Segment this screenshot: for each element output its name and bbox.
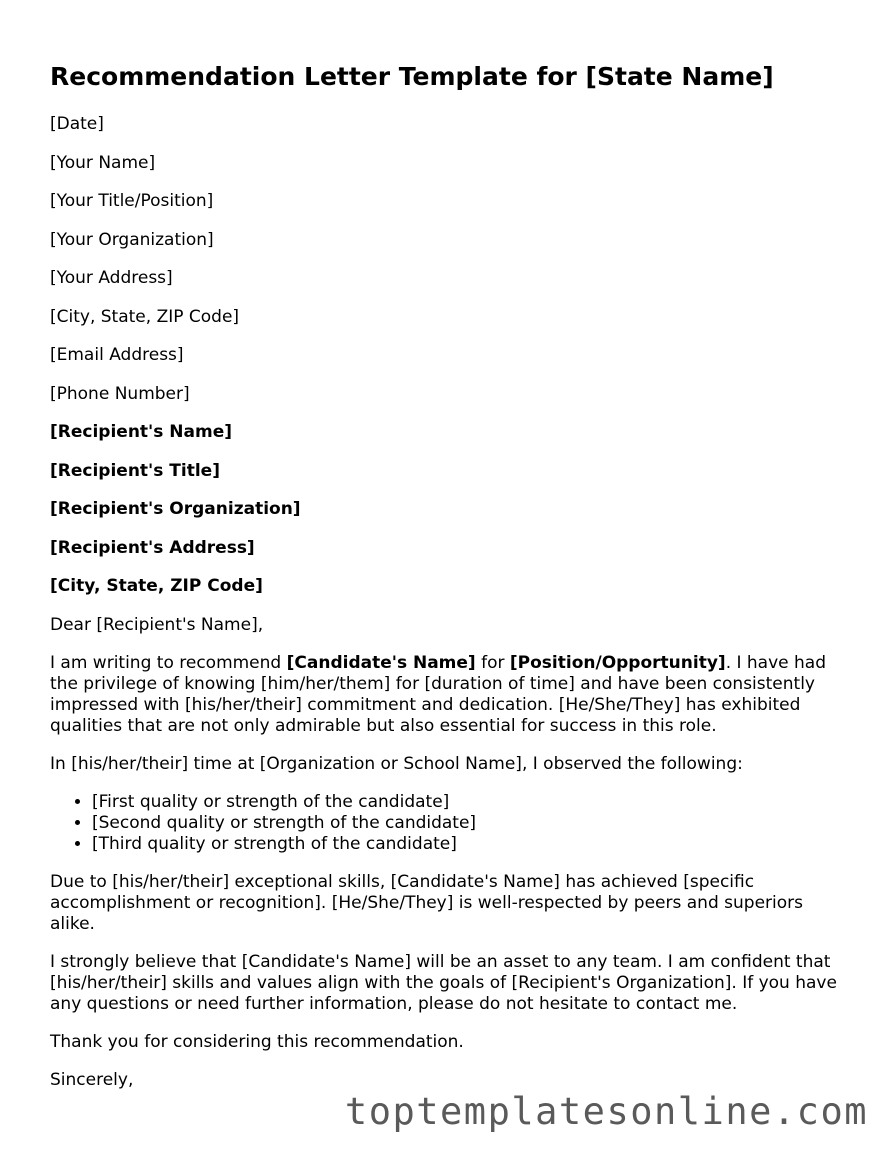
candidate-name-placeholder: [Candidate's Name]	[286, 653, 476, 673]
list-item: • [First quality or strength of the candidate]	[92, 792, 850, 813]
recipient-city-state-zip: [City, State, ZIP Code]	[50, 576, 263, 596]
recipient-title: [Recipient's Title]	[50, 460, 220, 481]
position-placeholder: [Position/Opportunity]	[509, 653, 726, 673]
observation-paragraph: In [his/her/their] time at [Organization or School Name], I observed the following:	[50, 754, 743, 774]
page-title: Recommendation Letter Template for [State Name]	[50, 62, 774, 91]
intro-text-3: . I have had the privilege of knowing [him/her/them] for [duration of time] and have been consistently impressed with [his/her/their] commitment and dedication. [He/She/They] has exhibited qualities that are not only admirable but also essential for success in this role.	[50, 653, 827, 736]
watermark: toptemplatesonline.com	[344, 1090, 868, 1133]
sender-email: [Email Address]	[50, 345, 184, 365]
list-item: • [Second quality or strength of the candidate]	[92, 813, 850, 834]
sender-organization: [Your Organization]	[50, 229, 214, 250]
list-item: • [Third quality or strength of the candidate]	[92, 834, 850, 855]
salutation: Dear [Recipient's Name],	[50, 614, 264, 635]
recipient-address: [Recipient's Address]	[50, 537, 255, 558]
sender-city-state-zip: [City, State, ZIP Code]	[50, 306, 240, 327]
sender-title: [Your Title/Position]	[50, 191, 214, 211]
sender-name: [Your Name]	[50, 152, 156, 173]
recipient-block	[50, 422, 850, 597]
sender-address: [Your Address]	[50, 268, 173, 288]
recipient-name: [Recipient's Name]	[50, 422, 233, 442]
achievement-paragraph: Due to [his/her/their] exceptional skills, [Candidate's Name] has achieved [specific accomplishment or recognition]. [He/She/They] is well-respected by peers and superiors alike.	[50, 872, 803, 934]
intro-paragraph	[50, 653, 850, 737]
intro-text-1: I am writing to recommend	[50, 653, 287, 673]
sender-date: [Date]	[50, 114, 104, 134]
qualities-list	[50, 792, 850, 855]
recipient-organization: [Recipient's Organization]	[50, 499, 301, 519]
closing: Sincerely,	[50, 1070, 134, 1090]
intro-text-2: for	[475, 653, 510, 673]
belief-paragraph: I strongly believe that [Candidate's Name] will be an asset to any team. I am confident that [his/her/their] skills and values align with the goals of [Recipient's Organization]. If you have any questions or need further information, please do not hesitate to contact me.	[50, 952, 837, 1014]
sender-phone: [Phone Number]	[50, 383, 190, 404]
sender-block	[50, 114, 850, 405]
thanks-paragraph: Thank you for considering this recommendation.	[50, 1032, 464, 1052]
letter-template	[50, 58, 850, 1108]
